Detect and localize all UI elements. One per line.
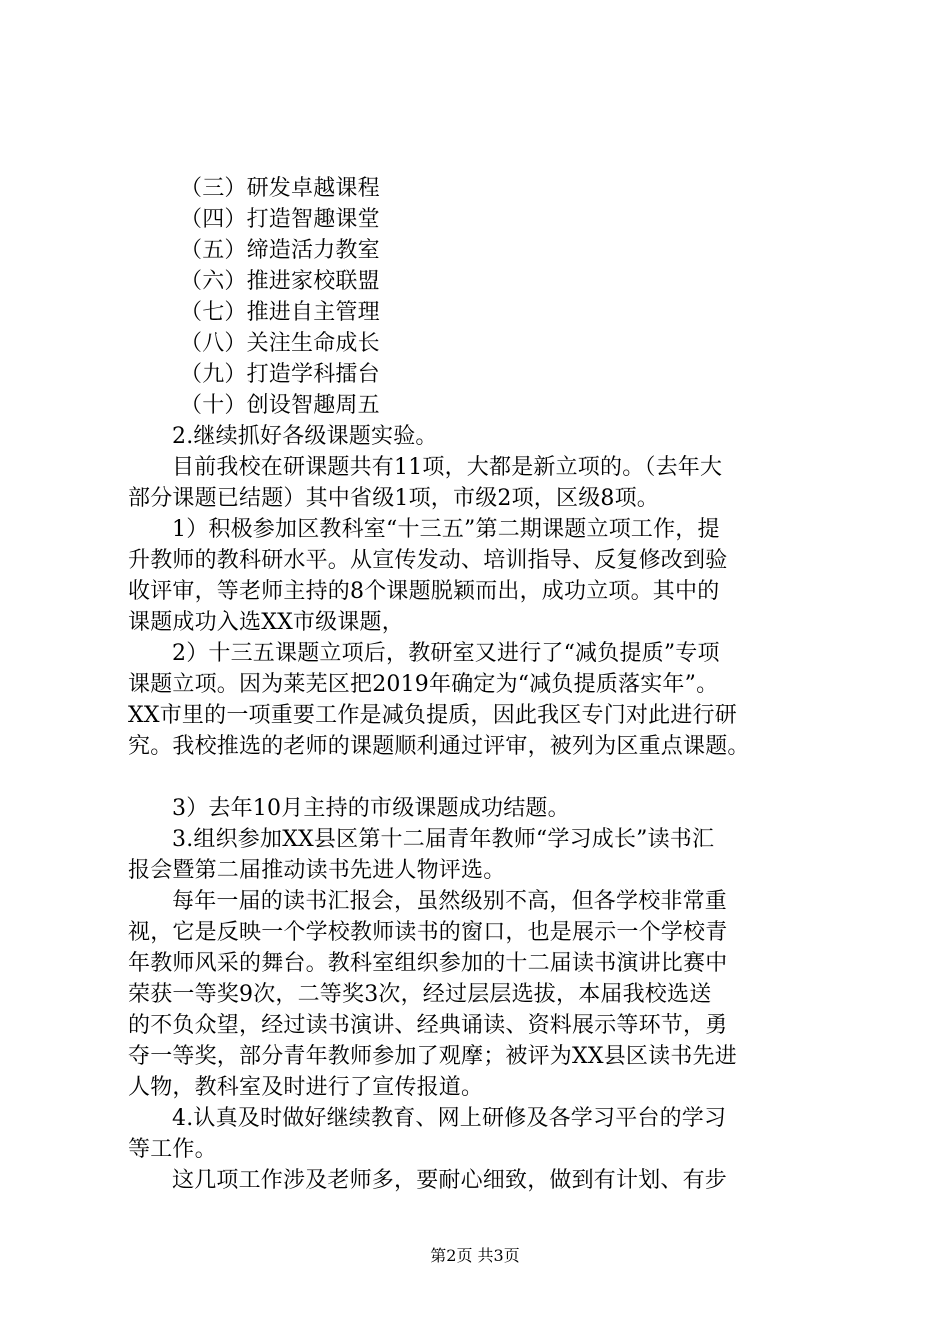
paragraph-line: 目前我校在研课题共有11项，大都是新立项的。（去年大 (172, 455, 723, 480)
paragraph-line: 升教师的教科研水平。从宣传发动、培训指导、反复修改到验 (128, 548, 728, 573)
paragraph-line: 收评审，等老师主持的8个课题脱颖而出，成功立项。其中的 (128, 579, 720, 604)
section-heading-2: 2.继续抓好各级课题实验。 (172, 424, 438, 449)
section-heading-3: 3.组织参加XX县区第十二届青年教师“学习成长”读书汇 (172, 827, 715, 852)
paragraph-line: 部分课题已结题）其中省级1项，市级2项，区级8项。 (128, 486, 659, 511)
paragraph-line: 究。我校推选的老师的课题顺利通过评审，被列为区重点课题。 (128, 734, 750, 759)
paragraph-line: 2）十三五课题立项后，教研室又进行了“减负提质”专项 (172, 641, 720, 666)
list-item-6: （六）推进家校联盟 (180, 269, 380, 294)
list-item-10: （十）创设智趣周五 (180, 393, 380, 418)
list-item-5: （五）缔造活力教室 (180, 238, 380, 263)
paragraph-line: 每年一届的读书汇报会，虽然级别不高，但各学校非常重 (172, 889, 728, 914)
paragraph-line: 课题立项。因为莱芜区把2019年确定为“减负提质落实年”。 (128, 672, 719, 697)
paragraph-line: 这几项工作涉及老师多，要耐心细致，做到有计划、有步 (172, 1168, 728, 1193)
list-item-4: （四）打造智趣课堂 (180, 207, 380, 232)
list-item-8: （八）关注生命成长 (180, 331, 380, 356)
list-item-7: （七）推进自主管理 (180, 300, 380, 325)
paragraph-line: 视，它是反映一个学校教师读书的窗口，也是展示一个学校青 (128, 920, 728, 945)
paragraph-line: 课题成功入选XX市级课题， (128, 610, 404, 635)
paragraph-line: 荣获一等奖9次，二等奖3次，经过层层选拔，本届我校选送 (128, 982, 712, 1007)
paragraph-line: 等工作。 (128, 1137, 217, 1162)
section-heading-4: 4.认真及时做好继续教育、网上研修及各学习平台的学习 (172, 1106, 727, 1131)
paragraph-line: 的不负众望，经过读书演讲、经典诵读、资料展示等环节，勇 (128, 1013, 728, 1038)
paragraph-line: XX市里的一项重要工作是减负提质，因此我区专门对此进行研 (128, 703, 737, 728)
paragraph-line: 人物，教科室及时进行了宣传报道。 (128, 1075, 484, 1100)
paragraph-line: 年教师风采的舞台。教科室组织参加的十二届读书演讲比赛中 (128, 951, 728, 976)
list-item-9: （九）打造学科擂台 (180, 362, 380, 387)
paragraph-line: 1）积极参加区教科室“十三五”第二期课题立项工作，提 (172, 517, 720, 542)
page-number-footer: 第2页 共3页 (430, 1246, 520, 1265)
paragraph-line: 夺一等奖，部分青年教师参加了观摩；被评为XX县区读书先进 (128, 1044, 737, 1069)
paragraph-line: 3）去年10月主持的市级课题成功结题。 (172, 796, 570, 821)
paragraph-line: 报会暨第二届推动读书先进人物评选。 (128, 858, 506, 883)
list-item-3: （三）研发卓越课程 (180, 176, 380, 201)
